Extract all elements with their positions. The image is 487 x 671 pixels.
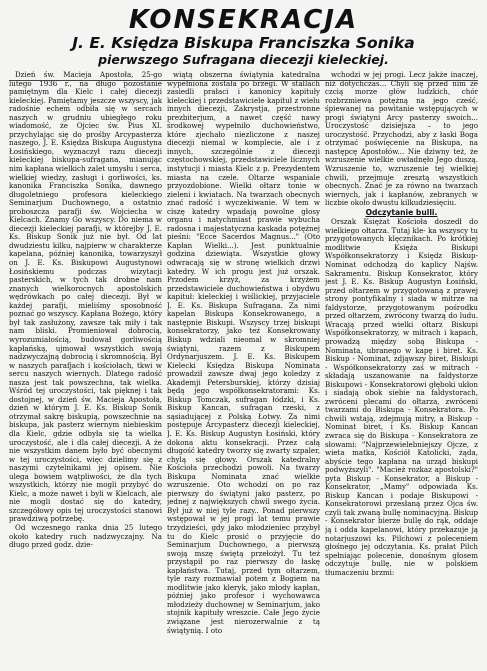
article-subtitle-secondary: pierwszego Sufragana diecezji kieleckiej. xyxy=(98,52,389,67)
section-heading: Odczytanie bulli. xyxy=(365,207,438,217)
paragraph: Orszak Księżat Kościoła doszedł do wielkiego ołtarza. Tutaj kle- ka wszyscy tu przygotowanych klęcznikach. Po krótkiej modlitwie Księża Biskupi Współkonsekratorzy i Księdz Biskup-Nominat odchodzą do kaplicy Najśw. Sakramentu. Biskup Konsekrator, który jest J. E. Ks. Biskup Augustyn Łosiński, przed ołtarzem w przygotowaną z prawej strony pontyfikalny i siada w mitrze na faldystorze, przygotowanym pośrodku przed ołtarzem, zwrócony twarzą do ludu. Wracają przed wielki ołtarz Biskupi Współkonsekratorzy, w mitrach i kapach, prowadzą między sobą Biskupa - Nominata, ubranego w kapę i biret. Ks. Biskup - Nominat, zdjąwszy biret, Biskupi - Współkonsekratorzy zaś w mitrach - składają uszanowanie na faldystorze Biskupowi - Konsekratorowi głęboki ukłon i siadają obok siebie na faldystorach, zwróceni plecami do ołtarza, zwróceni twarzami do Biskupa - Konsekratora. Po chwili wstają, zdejmują mitry, a Biskup - Nominat biret, i Ks. Biskup Kancan zwraca się do Biskupa - Konsekratora ze słowami: "Najprzewielebniejszy Ojcze, z wieta matka, Kościół Katolicki, żąda, abyście tego kapłana na urząd biskupi podwyższyli". "Macież rozkaz apostolski?" pyta Biskup - Konsekrator, a Biskup - Konsekrator, „Mamy" odpowiada Ks. Biskup Kancan i podaje Biskupowi - Konsekratorowi przesłaną przez Ojca św. czyli tak zwaną bullę nominacyjną. Biskup - Konsekrator bierze bullę do rąk, oddaje ją i odda kapelanowi, który przekazuje ją notarjuszowi ks. Pilchowi z poleceniem głośnego jej odczytania. Ks. prałat Pilch spełniając polecenie, donośnym głosem odczytuje bullę, nie w polskiem tłumaczeniu brzmi: xyxy=(325,217,478,577)
paragraph: Dzień św. Macieja Apostoła, 25-go lutego 1936 r., na długo pozostanie pamiętnym dla Kielc i całej diecezji kieleckiej. Pamiętamy jeszcze wszyscy, jak radośnie echem odbiła się w sercach naszych w grudniu ubiegłego roku wiadomość, że Ojciec św. Pius XI. przychylając się do prośby Arcypasterza naszego, J. E. Księdza Biskupa Augustyna Łosińskiego, wyznaczył razu diecezji kieleckiej biskupa-sufragana, mianując nim kapłana wielkich zalet umysłu i serca, wielkiej wiedzy, zasługi i gorliwości, ks. kanonika Franciszka Sonika, dawnego długoletniego profesora kieleckiego Seminarjum Duchownego, a ostatnio proboszcza parafji św. Wojciecha w Kielcach. Znamy Go wszyscy. Do niema w diecezji kieleckiej parafji, w którejby J. E. Ks. Biskup Sonik już nie był. Od lat dwudziestu kilku, najpierw w charakterze kapelana, później kanonika, towarzyszył on J. E. Ks. Biskupowi Augustynowi Łosińskiemu podczas wizytacji pasterskich, w tych tak drobne nam znanych wielkorocnych apostolskich wędrówkach po całej diecezji. Był w każdej parafji, mieliśmy sposobność poznać go wszyscy. Kapłana Bożego, który był tak zasłużony, zawsze tak miły i tak nam bliski. Promieniował dobrocią, wyrozumiałością, budował gorliwością kapłańską, ujmował wszystkich swoją nadzwyczajną dobrocią i skromnością. Byl w naszych parafjach i kościołach, tkwi w sercu naszych wiernych. Dlatego radość nasza jest tak powszechna, tak wielka. Wśród tej uroczystości, tak pięknej i tak dostojnej, w dzień św. Macieja Apostoła, dzień w którym J. E. Ks. Biskup Sonik otrzymał sakrę biskupią, powszechnie na biskupa, jak pasterz wiernym niebieskim dla Kielc, gdzie odbyła się ta wielka uroczystość, ale i dla całej diecezji. A że nie wszystkim danem było być obecnymi w tej uroczystości, więc dzielimy się z naszymi czytelnikami jej opisem. Nie ulega bowiem wątpliwości, że dla tych wszystkich, którzy nie mogli przybyć do Kielc, a może nawet i byli w Kielcach, ale nie mogli dostać się do katedry, szczegółowy opis tej uroczystości stanowi prawdziwą potrzebę. xyxy=(9,71,162,524)
header-rule xyxy=(9,80,478,81)
paragraph: Od wczesnego ranka dnia 25 lutego około katedry ruch nadzwyczajny. Na długo przed godz. dzie- xyxy=(9,522,162,550)
text-column-3 xyxy=(325,71,478,671)
article-header xyxy=(9,6,478,67)
text-column-2 xyxy=(167,71,320,671)
paragraph: wchodzi w jej progi. Lecz jakże inaczej, niż dotychczas... Chyli się przed nim ze czcią morze głów ludzkich, chór rozbrzmiewa potężną na jego cześć, śpiewanej na powitanie wstępujących w progi świątyni Arcy pasterzy swoich... Uroczystość dzisiejsza – to jego uroczystość. Przychodzi, aby z łaski Boga otrzymać poświęcenie na Biskupa, na następcę Apostołów... Nie dziwny też, że wzruszenie wielkie owładnęło Jego duszą. Wzruszenie to, wzruszenie tej wielkiej chwili, przejmuje zresztą wszystkich obecnych. Znać je za równo na twarzach wiernych, jak i kapłanów, zebranych w liczbie około dwustu kilkudziesięciu. xyxy=(325,71,478,208)
article-title: KONSEKRACJA xyxy=(128,5,359,35)
text-column-1 xyxy=(9,71,162,671)
paragraph: wiątą obszerna świątynia katedralna wypełniona została po brzegi. W stallach zasiedli prałaci i kanonicy kapituły kieleckiej i przedstawiciele kapituł z wielu innych diecezji, Zakrystja, przestronne prezbiterjum, a nawet część nawy środkowej wypełniło duchowieństwo, które zjechało niezliczone z naszej diecezji niemal w komplecie, ale i z innych, szczególnie z diecezji częstochowskiej, przedstawiciele licznych instytucji i miasta Kielc z p. Prezydentem miasta na czele. Oltarze wspaniale przyozdobione. Wielki ołtarz tonie w zieleni i kwiatach. Na twarzach obecnych znać radość i wyczekiwanie. W tem w ciszę katedry wpadają powolne głosy organu i natychmiast prawie wybucha radosna i majestatyczna kaskada potężnej pieśni: "Ecce Sacerdos Magnus..." (Oto Kapłan Wielki...). Jest punktualnie godzina dziewiąta. Wszystkie głowy odwracają się w stronę wielkich drzwi katedry. W ich progu jest już orszak. Przodem krzyż, za krzyżem przedstawiciele duchowieństwa i obydwu kapituł: kieleckiej i wiślickiej, przyjaciele J. E. Ks. Biskupa Sufragana. Za nimi kapelan Biskupa Konsekrowanego, a następnie Biskupi. Wszyscy trzej biskupi konsekratorzy, jako też Konsekrowany Biskup wdziali nieomal w skromniej świątyni, razem z Biskupem Ordynarjuszem. J. E. Ks. Biskupem Kielecki Księdza Biskupa Nominata prowadził zawsze dwaj jego koledzy z Akademji Petersburskiej, którzy dzisiaj będą jego współkonsekratorami: Ks. Biskup Tomczak, sufragan łódzki, i Ks. Biskup Kancan, sufragan rzeski, z sąsiadującej z Polską Łotwy. Za nimi postępuje Arcypasterz diecezji kieleckiej, J. E. Ks. Biskup Augustyn Łosiński, który dokona aktu konsekracji. Przez całą długość katedry tworzy się zwarty szpaler, chylą się głowy. Orszak katedralny Kościoła przechodzi powoli. Na twarzy Biskupa Nominata znać wielkie wzruszenie. Oto wchodzi on po raz pierwszy do świątyni jako pasterz, po jednej z największych chwil swego życia. Był już w niej tyle razy.. Ponad pierwszy wstępował w jej progi lat temu prawie trzydzieści, gdy jako młodzieniec przybył tu do Kielc prosić o przyjęcie do Seminarjum Duchownego, a pierwszą swoją mszę świętą przełożył. Tu też przystąpił po raz pierwszy do łaskę kapłaństwa. Tutaj, przed tym ołtarzem, tyle razy rozmawiał potem z Bogiem na modlitwie jako kleryk, jako młody kapłan, później jako profesor i wychowawca młodzieży duchownej w Seminarjum, jako stojnik kapituły wreszcie. Całe Jego życie związane jest nierozerwalnie z tą świątynią. I oto xyxy=(167,71,320,635)
article-subtitle: J. E. Księdza Biskupa Franciszka Sonika xyxy=(72,34,415,52)
article-columns xyxy=(9,71,478,671)
